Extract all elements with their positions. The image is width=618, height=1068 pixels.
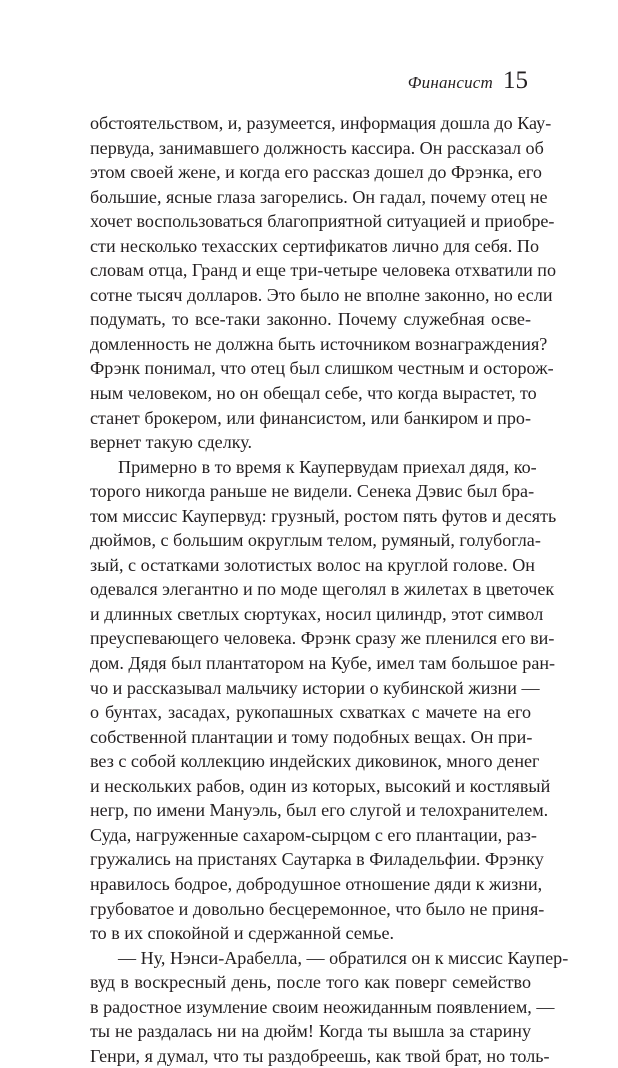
body-text [90,111,569,1068]
text-line: ты не раздалась ни на дюйм! Когда ты вышла за старину [90,1021,531,1042]
text-line: торого никогда раньше не видели. Сенека Дэвис был бра- [90,481,535,502]
running-title: Финансист [407,73,493,92]
text-line: том миссис Каупервуд: грузный, ростом пять футов и десять [90,505,557,526]
text-line: нравилось бодрое, добродушное отношение дяди к жизни, [90,873,543,894]
text-line: собственной плантации и тому подобных вещах. Он при- [90,726,533,747]
text-line: большие, ясные глаза загорелись. Он гадал, почему отец не [90,186,548,207]
text-line: обстоятельством, и, разумеется, информация дошла до Кау- [90,113,552,133]
page-number: 15 [503,67,528,94]
text-line: вез с собой коллекцию индейских диковинок, много денег [90,751,540,772]
text-line: грубоватое и довольно бесцеремонное, что было не приня- [90,898,545,919]
text-line: дом. Дядя был плантатором на Кубе, имел там большое ран- [90,653,556,674]
paragraph [90,111,557,455]
text-line: этом своей жене, и когда его рассказ дошел до Фрэнка, его [90,162,542,183]
text-line: вернет такую сделку. [90,432,253,453]
text-line: негр, по имени Мануэль, был его слугой и телохранителем. [90,800,549,821]
text-line: то в их спокойной и сдержанной семье. [90,923,395,944]
paragraph [90,455,557,946]
text-line: Суда, нагруженные сахаром-сырцом с его плантации, раз- [90,824,537,845]
text-line: сти несколько техасских сертификатов лично для себя. По [90,235,540,256]
text-line: о бунтах, засадах, рукопашных схватках с мачете на его [90,702,531,723]
text-line: гружались на пристанях Саутарка в Филадельфии. Фрэнку [90,849,544,870]
text-line: ным человеком, но он обещал себе, что когда вырастет, то [90,383,537,404]
text-line: Генри, я думал, что ты раздобреешь, как твой брат, но толь- [90,1045,550,1066]
text-line: вуд в воскресный день, после того как поверг семейство [90,972,531,993]
text-line: подумать, то все-таки законно. Почему служебная осве- [90,309,531,330]
text-line: домленность не должна быть источником вознаграждения? [90,333,548,354]
text-line: и нескольких рабов, один из которых, высокий и костлявый [90,775,551,796]
text-line: и длинных светлых сюртуках, носил цилиндр, этот символ [90,603,544,624]
paragraph [90,946,569,1068]
text-line: — Ну, Нэнси-Арабелла, — обратился он к миссис Каупер- [118,947,569,968]
text-line: станет брокером, или финансистом, или банкиром и про- [90,407,531,428]
text-line: дюймов, с большим округлым телом, румяный, голубогла- [90,530,541,551]
text-line: в радостное изумление своим неожиданным появлением, — [90,996,555,1017]
text-line: первуда, занимавшего должность кассира. Он рассказал об [90,137,544,158]
text-line: Фрэнк понимал, что отец был слишком честным и осторож- [90,358,554,379]
text-line: хочет воспользоваться благоприятной ситуацией и приобре- [90,211,555,232]
text-line: одевался элегантно и по моде щеголял в жилетах в цветочек [90,579,555,600]
text-line: чо и рассказывал мальчику истории о кубинской жизни — [90,677,540,698]
text-line: Примерно в то время к Каупервудам приехал дядя, ко- [118,456,537,477]
text-line: преуспевающего человека. Фрэнк сразу же пленился его ви- [90,628,555,649]
text-line: словам отца, Гранд и еще три-четыре человека отхватили по [90,260,557,281]
running-header [408,68,528,93]
text-line: сотне тысяч долларов. Это было не вполне законно, но если [90,284,553,305]
text-line: зый, с остатками золотистых волос на круглой голове. Он [90,554,535,575]
